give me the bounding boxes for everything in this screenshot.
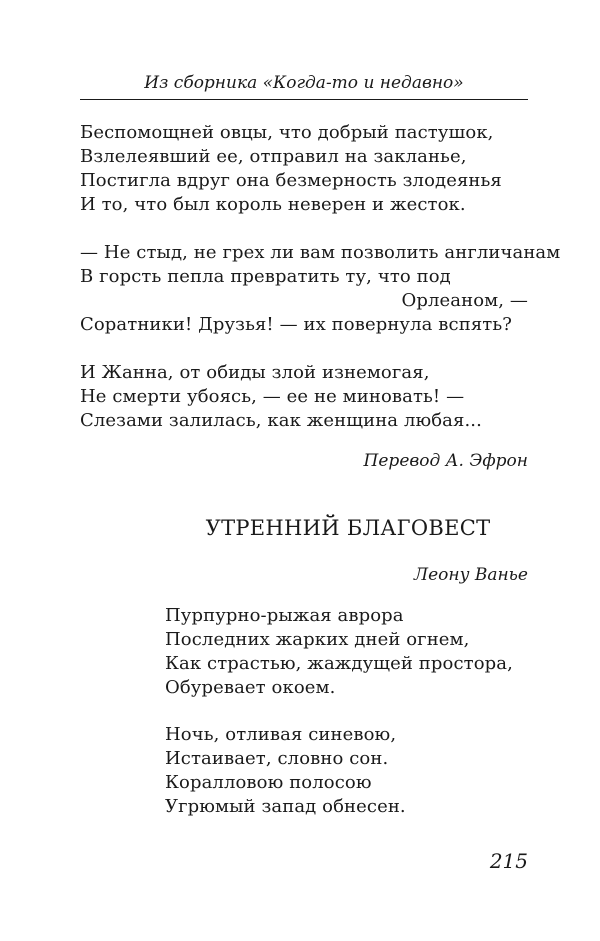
- poem-line: Не смерти убоясь, — ее не миновать! —: [80, 386, 465, 407]
- poem-line: Пурпурно-рыжая аврора: [165, 605, 404, 626]
- poem-line: Угрюмый запад обнесен.: [165, 796, 406, 817]
- translator-credit: Перевод А. Эфрон: [363, 451, 528, 471]
- poem-line: Взлелеявший ее, отправил на закланье,: [80, 146, 467, 167]
- poem-line: И то, что был король неверен и жесток.: [80, 194, 466, 215]
- poem-line: Слезами залилась, как женщина любая...: [80, 410, 482, 431]
- poem-line: Истаивает, словно сон.: [165, 748, 389, 769]
- header-rule: [80, 99, 528, 100]
- poem1-stanza-2: [80, 241, 561, 337]
- poem2-stanza-2: [165, 723, 545, 819]
- poem-line: Соратники! Друзья! — их повернула вспять?: [80, 314, 512, 335]
- poem-line: Коралловою полосою: [165, 772, 372, 793]
- poem-line: В горсть пепла превратить ту, что под: [80, 266, 451, 287]
- poem-line: Беспомощней овцы, что добрый пастушок,: [80, 122, 494, 143]
- poem-line: Постигла вдруг она безмерность злодеянья: [80, 170, 502, 191]
- poem-line: И Жанна, от обиды злой изнемогая,: [80, 362, 430, 383]
- poem-line: Обуревает окоем.: [165, 677, 336, 698]
- poem-line: Как страстью, жаждущей простора,: [165, 653, 513, 674]
- running-head: Из сборника «Когда-то и недавно»: [144, 73, 464, 93]
- page-number: 215: [489, 849, 528, 873]
- dedication: Леону Ванье: [413, 565, 528, 585]
- poem2-stanza-1: [165, 604, 545, 700]
- poem-line: — Не стыд, не грех ли вам позволить англичанам: [80, 242, 561, 263]
- poem1-stanza-1: [80, 121, 528, 217]
- poem-line: Ночь, отливая синевою,: [165, 724, 397, 745]
- poem-line-continuation: Орлеаном, —: [401, 290, 528, 311]
- poem-line: Последних жарких дней огнем,: [165, 629, 470, 650]
- poem1-stanza-3: [80, 361, 528, 433]
- poem-title: УТРЕННИЙ БЛАГОВЕСТ: [205, 516, 491, 540]
